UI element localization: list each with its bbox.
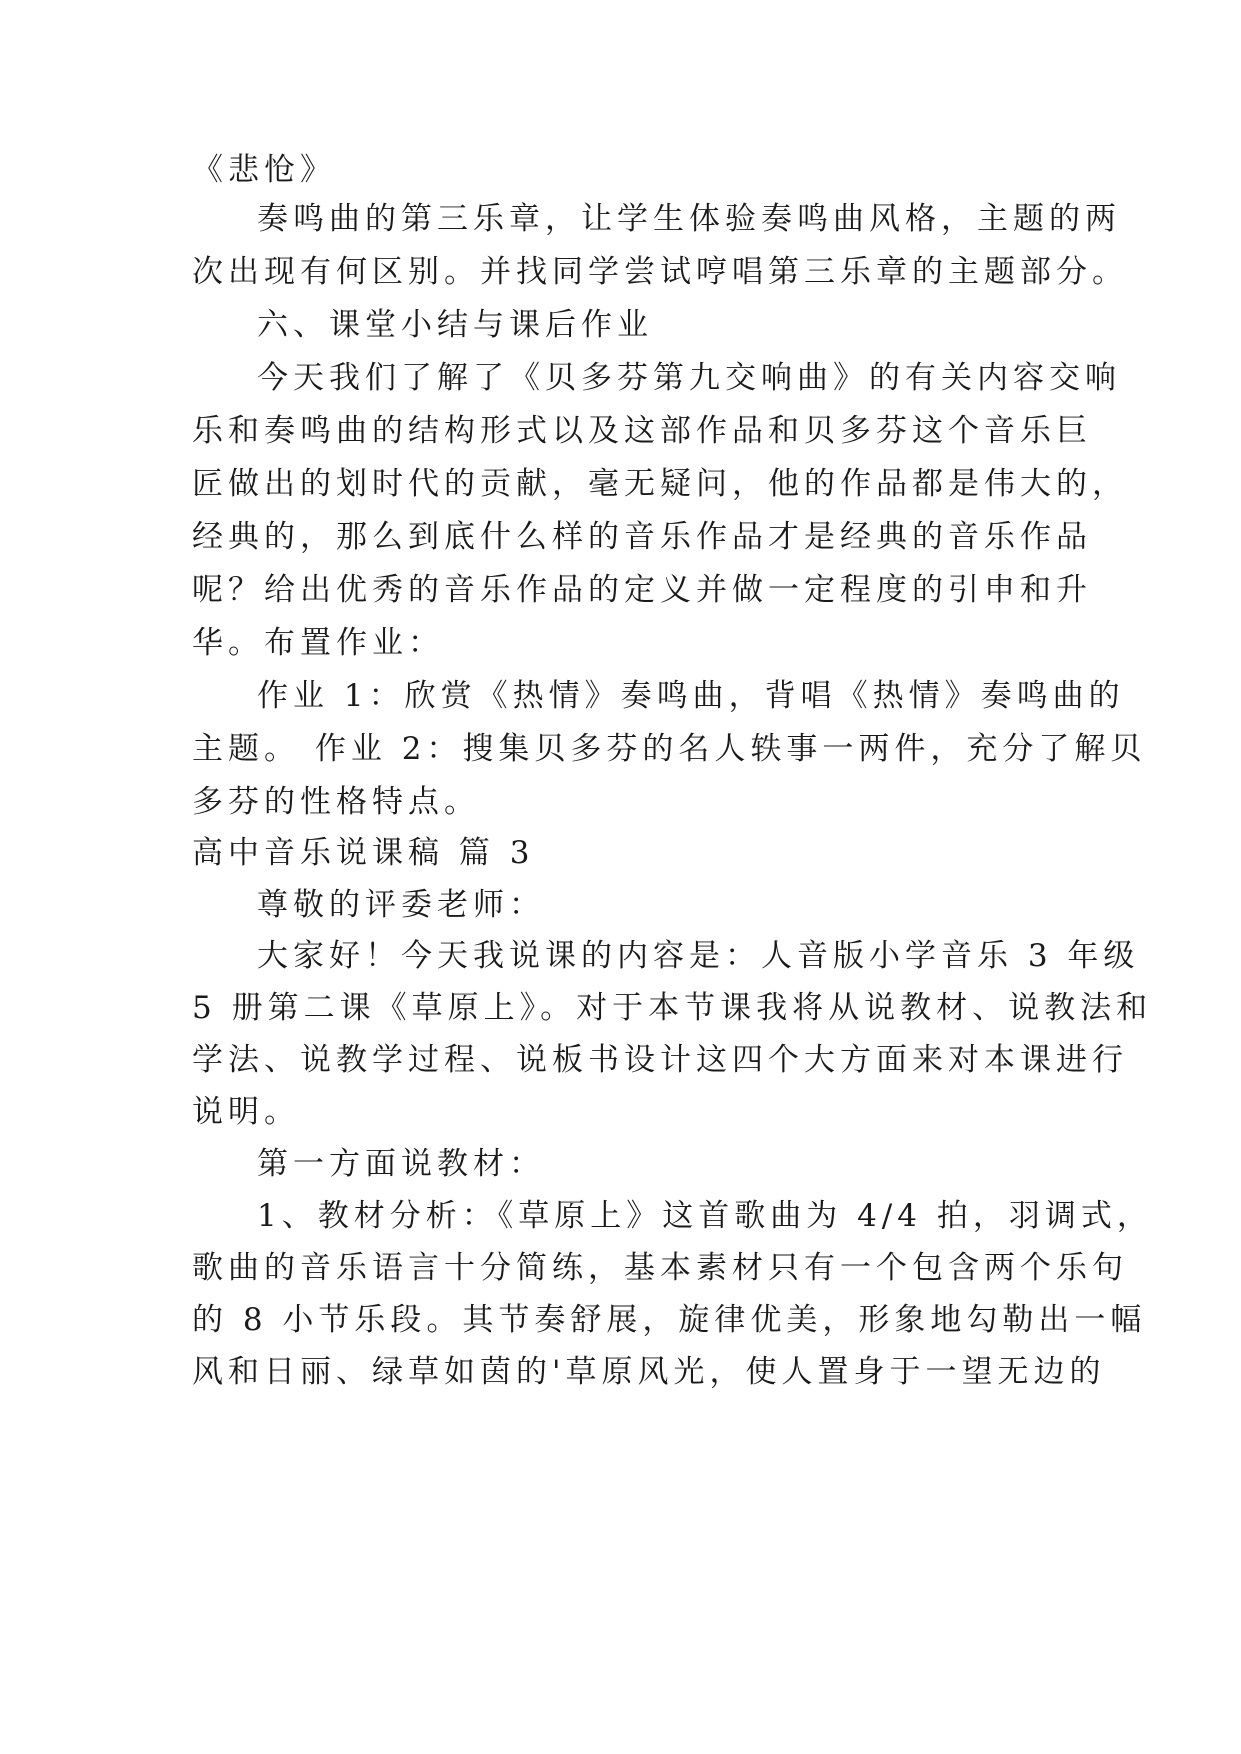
paragraph-line: 大家好！今天我说课的内容是：人音版小学音乐 3 年级 xyxy=(257,938,1140,974)
section-heading: 六、课堂小结与课后作业 xyxy=(257,307,653,343)
text-line: 匠做出的划时代的贡献，毫无疑问，他的作品都是伟大的， xyxy=(192,466,1128,502)
text-line: 华。布置作业： xyxy=(192,625,444,661)
paragraph-line: 尊敬的评委老师： xyxy=(257,887,545,923)
text-line: 学法、说教学过程、说板书设计这四个大方面来对本课进行 xyxy=(192,1042,1128,1078)
chapter-title: 高中音乐说课稿 篇 3 xyxy=(192,835,535,871)
text-line: 歌曲的音乐语言十分简练，基本素材只有一个包含两个乐句 xyxy=(192,1250,1128,1286)
text-line: 多芬的性格特点。 xyxy=(192,784,480,820)
text-line: 次出现有何区别。并找同学尝试哼唱第三乐章的主题部分。 xyxy=(192,254,1128,290)
text-line: 主题。 作业 2：搜集贝多芬的名人轶事一两件，充分了解贝 xyxy=(192,731,1147,767)
text-line: 风和日丽、绿草如茵的'草原风光，使人置身于一望无边的 xyxy=(192,1354,1106,1390)
text-line: 乐和奏鸣曲的结构形式以及这部作品和贝多芬这个音乐巨 xyxy=(192,413,1092,449)
paragraph-line: 1、教材分析：《草原上》这首歌曲为 4/4 拍，羽调式， xyxy=(257,1198,1153,1234)
text-line: 说明。 xyxy=(192,1094,300,1130)
text-line: 的 8 小节乐段。其节奏舒展，旋律优美，形象地勾勒出一幅 xyxy=(192,1302,1147,1338)
text-line: 经典的，那么到底什么样的音乐作品才是经典的音乐作品 xyxy=(192,519,1092,555)
paragraph-line: 今天我们了解了《贝多芬第九交响曲》的有关内容交响 xyxy=(257,360,1121,396)
text-line: 呢？给出优秀的音乐作品的定义并做一定程度的引申和升 xyxy=(192,572,1092,608)
text-line: 5 册第二课《草原上》。对于本节课我将从说教材、说教法和 xyxy=(192,990,1153,1026)
text-line: 《悲怆》 xyxy=(192,152,336,188)
section-heading: 第一方面说教材： xyxy=(257,1146,545,1182)
paragraph-line: 作业 1：欣赏《热情》奏鸣曲，背唱《热情》奏鸣曲的 xyxy=(257,678,1125,714)
paragraph-line: 奏鸣曲的第三乐章，让学生体验奏鸣曲风格，主题的两 xyxy=(257,201,1121,237)
